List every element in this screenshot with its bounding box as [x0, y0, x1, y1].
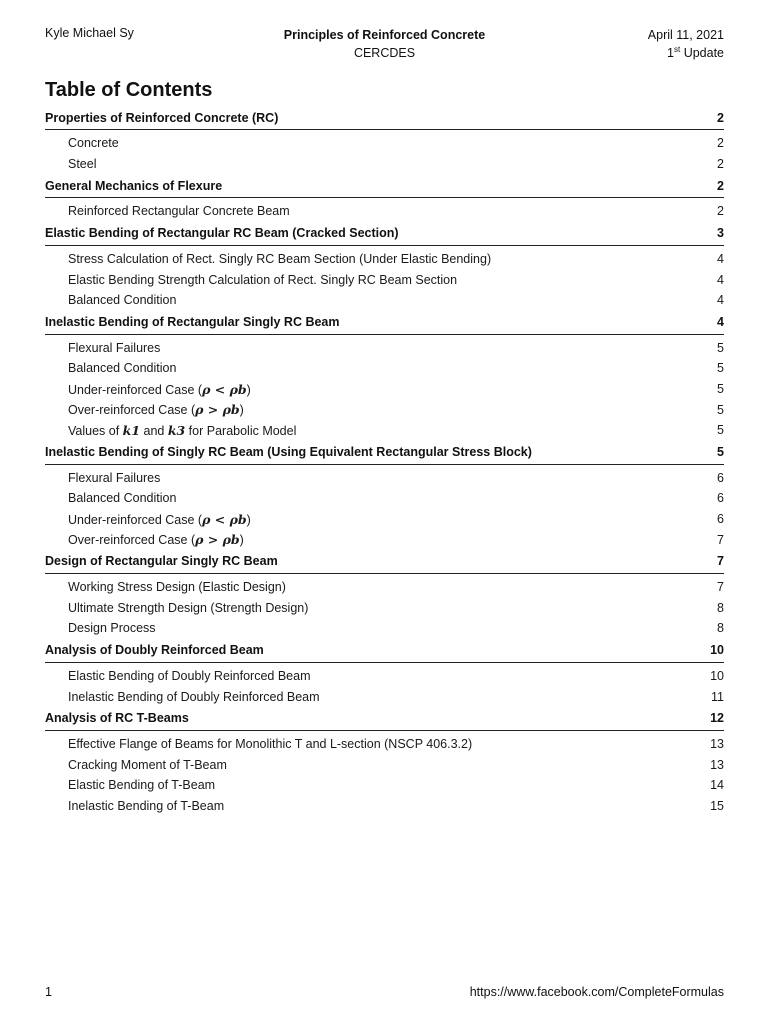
math-symbol: ρ > ρb	[195, 402, 240, 418]
toc-section-page: 3	[717, 226, 724, 241]
toc-section-page: 5	[717, 445, 724, 460]
toc-section-title: General Mechanics of Flexure	[45, 178, 223, 193]
toc-subentry-page: 6	[717, 470, 724, 485]
toc-subentry[interactable]	[45, 133, 724, 154]
toc-subentry-page: 10	[710, 668, 724, 683]
toc-subentry-page: 8	[717, 621, 724, 636]
toc-subentry-title: Inelastic Bending of Doubly Reinforced Beam	[68, 689, 320, 704]
toc-subentry[interactable]	[45, 249, 724, 270]
toc-section-title: Elastic Bending of Rectangular RC Beam (Cracked Section)	[45, 226, 399, 241]
toc-section-page: 7	[717, 554, 724, 569]
toc-section-entry[interactable]	[45, 174, 724, 198]
page-header	[45, 24, 724, 64]
toc-subentry[interactable]	[45, 201, 724, 222]
toc-section-entry[interactable]	[45, 106, 724, 130]
toc-subentry[interactable]	[45, 420, 724, 441]
toc-section-entry[interactable]	[45, 222, 724, 246]
toc-text-fragment: Over-reinforced Case (	[68, 533, 196, 548]
toc-section-page: 2	[717, 110, 724, 125]
toc-subentry-page: 5	[717, 423, 724, 438]
toc-subentry-title: Flexural Failures	[68, 340, 161, 355]
toc-subentry-title: Steel	[68, 156, 97, 171]
toc-subentry[interactable]	[45, 754, 724, 775]
toc-text-fragment: )	[239, 533, 244, 548]
update-text: Update	[683, 46, 724, 60]
update-label	[648, 44, 724, 62]
toc-subentry-page: 4	[717, 272, 724, 287]
document-subtitle: CERCDES	[353, 46, 416, 60]
toc-text-fragment: Under-reinforced Case (	[68, 512, 203, 527]
toc-subentry[interactable]	[45, 577, 724, 598]
toc-subentry[interactable]	[45, 529, 724, 550]
toc-subentry[interactable]	[45, 796, 724, 817]
toc-subentry[interactable]	[45, 734, 724, 755]
math-symbol: k3	[167, 422, 186, 438]
toc-subentry[interactable]	[45, 686, 724, 707]
toc-subentry[interactable]	[45, 290, 724, 311]
math-symbol: k1	[122, 422, 141, 438]
toc-subentry-page: 8	[717, 600, 724, 615]
toc-subentry-page: 6	[717, 491, 724, 506]
toc-subentry-page: 5	[717, 340, 724, 355]
toc-subentry-page: 7	[717, 580, 724, 595]
author-name: Kyle Michael Sy	[45, 26, 134, 40]
footer-url-link[interactable]: https://www.facebook.com/CompleteFormulas	[469, 985, 724, 999]
toc-subentry-page: 5	[717, 402, 724, 417]
toc-section-page: 10	[710, 643, 724, 658]
toc-subentry-page: 13	[710, 757, 724, 772]
toc-subentry[interactable]	[45, 154, 724, 175]
toc-section-title: Inelastic Bending of Singly RC Beam (Using Equivalent Rectangular Stress Block)	[45, 445, 532, 460]
toc-subentry-title: Inelastic Bending of T-Beam	[68, 798, 225, 813]
toc-section-entry[interactable]	[45, 311, 724, 335]
toc-subentry[interactable]	[45, 468, 724, 489]
toc-subentry-page: 5	[717, 382, 724, 397]
toc-section-title: Design of Rectangular Singly RC Beam	[45, 554, 278, 569]
toc-subentry[interactable]	[45, 338, 724, 359]
toc-subentry-page: 4	[717, 293, 724, 308]
toc-subentry-title	[68, 512, 251, 527]
toc-subentry-page: 15	[710, 798, 724, 813]
toc-subentry-page: 2	[717, 156, 724, 171]
toc-subentry[interactable]	[45, 488, 724, 509]
toc-subentry-title	[68, 532, 244, 547]
toc-section-entry[interactable]	[45, 550, 724, 574]
toc-subentry[interactable]	[45, 509, 724, 530]
toc-subentry-title: Ultimate Strength Design (Strength Design)	[68, 600, 309, 615]
toc-section-entry[interactable]	[45, 441, 724, 465]
toc-subentry[interactable]	[45, 379, 724, 400]
toc-text-fragment: for Parabolic Model	[185, 423, 297, 438]
toc-subentry-page: 5	[717, 361, 724, 376]
toc-heading: Table of Contents	[45, 79, 213, 101]
toc-subentry[interactable]	[45, 269, 724, 290]
page-number: 1	[45, 985, 52, 999]
toc-text-fragment: )	[246, 512, 251, 527]
toc-text-fragment: Values of	[68, 423, 123, 438]
toc-subentry-title	[68, 423, 296, 438]
toc-subentry[interactable]	[45, 666, 724, 687]
toc-subentry-title: Working Stress Design (Elastic Design)	[68, 580, 286, 595]
toc-subentry[interactable]	[45, 399, 724, 420]
math-symbol: ρ > ρb	[195, 532, 240, 548]
toc-subentry[interactable]	[45, 358, 724, 379]
toc-subentry[interactable]	[45, 775, 724, 796]
toc-section-page: 2	[717, 178, 724, 193]
update-superscript: st	[673, 45, 681, 54]
toc-subentry-page: 6	[717, 512, 724, 527]
toc-subentry-title: Balanced Condition	[68, 293, 177, 308]
toc-text-fragment: Under-reinforced Case (	[68, 382, 203, 397]
toc-section-title: Analysis of Doubly Reinforced Beam	[45, 643, 264, 658]
toc-subentry-page: 2	[717, 136, 724, 151]
toc-subentry-title: Elastic Bending of T-Beam	[68, 778, 216, 793]
toc-subentry-title	[68, 402, 244, 417]
toc-subentry-title: Reinforced Rectangular Concrete Beam	[68, 204, 290, 219]
update-number: 1	[667, 46, 674, 60]
toc-section-page: 4	[717, 315, 724, 330]
toc-subentry-page: 4	[717, 252, 724, 267]
toc-subentry-page: 13	[710, 737, 724, 752]
document-date: April 11, 2021	[647, 28, 724, 42]
toc-text-fragment: )	[246, 382, 251, 397]
toc-subentry[interactable]	[45, 598, 724, 619]
toc-subentry-title: Design Process	[68, 621, 156, 636]
toc-subentry-title: Balanced Condition	[68, 361, 177, 376]
toc-subentry-title: Flexural Failures	[68, 470, 161, 485]
toc-subentry-page: 7	[717, 532, 724, 547]
toc-subentry-title	[68, 382, 251, 397]
math-symbol: ρ < ρb	[202, 511, 247, 527]
toc-subentry-title: Effective Flange of Beams for Monolithic T and L-section (NSCP 406.3.2)	[68, 737, 473, 752]
toc-subentry-page: 2	[717, 204, 724, 219]
toc-subentry-title: Elastic Bending Strength Calculation of Rect. Singly RC Beam Section	[68, 272, 458, 287]
toc-section-entry[interactable]	[45, 639, 724, 663]
document-title-block	[45, 26, 724, 62]
math-symbol: ρ < ρb	[202, 381, 247, 397]
toc-subentry[interactable]	[45, 618, 724, 639]
toc-section-title: Properties of Reinforced Concrete (RC)	[45, 110, 279, 125]
toc-text-fragment: Over-reinforced Case (	[68, 403, 196, 418]
toc-section-title: Inelastic Bending of Rectangular Singly RC Beam	[45, 315, 340, 330]
toc-subentry-title: Elastic Bending of Doubly Reinforced Beam	[68, 668, 311, 683]
table-of-contents	[45, 106, 724, 816]
toc-subentry-page: 14	[710, 778, 724, 793]
toc-section-entry[interactable]	[45, 707, 724, 731]
toc-subentry-title: Concrete	[68, 136, 119, 151]
date-block	[648, 26, 724, 62]
toc-text-fragment: )	[239, 403, 244, 418]
toc-section-page: 12	[710, 711, 724, 726]
toc-subentry-page: 11	[711, 689, 724, 704]
toc-section-title: Analysis of RC T-Beams	[45, 711, 189, 726]
toc-subentry-title: Balanced Condition	[68, 491, 177, 506]
toc-text-fragment: and	[140, 423, 168, 438]
toc-subentry-title: Stress Calculation of Rect. Singly RC Beam Section (Under Elastic Bending)	[68, 252, 492, 267]
document-title: Principles of Reinforced Concrete	[283, 28, 486, 42]
toc-subentry-title: Cracking Moment of T-Beam	[68, 757, 227, 772]
